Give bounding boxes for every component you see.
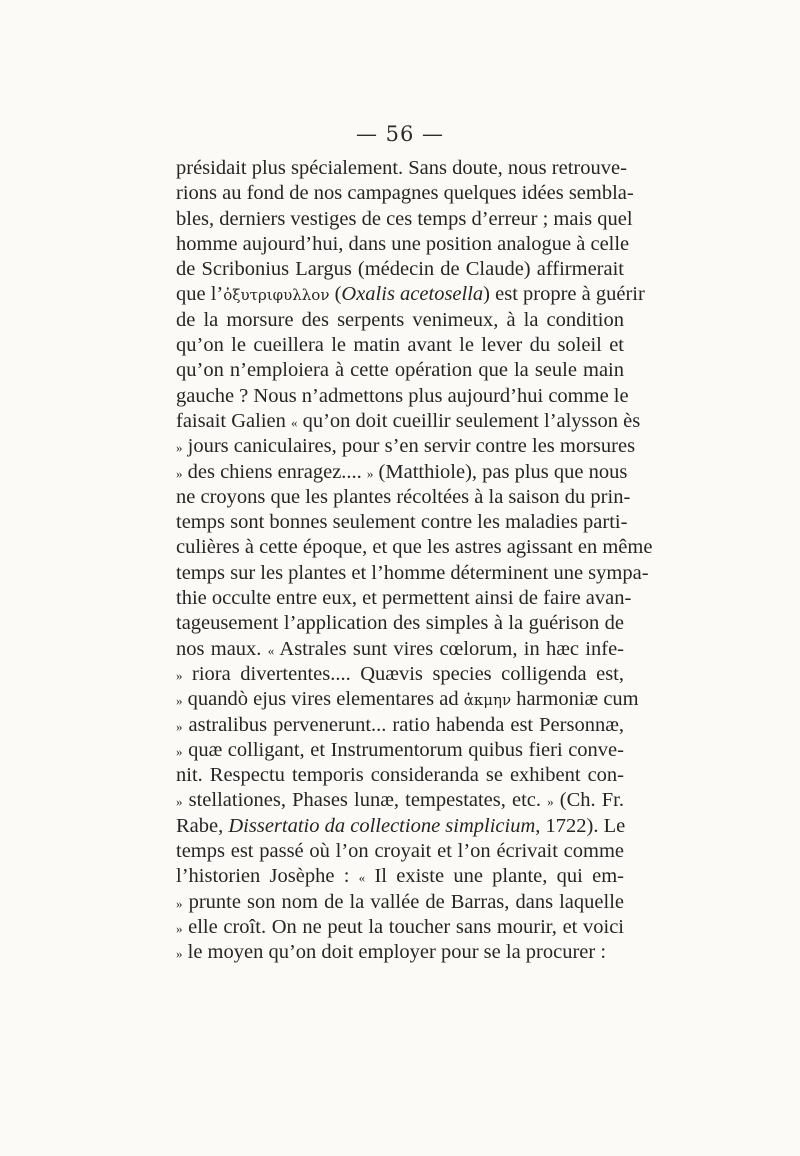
text-segment: nit. Respectu temporis consideranda se exhibent con-: [176, 764, 624, 787]
text-line: [176, 156, 627, 181]
greek-word: ὀξυτριφυλλον: [223, 286, 330, 305]
quote-mark: «: [290, 414, 298, 430]
text-segment: jours caniculaires, pour s’en servir contre les morsures: [182, 435, 636, 458]
quote-mark: »: [176, 667, 183, 683]
text-segment: qu’on doit cueillir seulement l’alysson ès: [297, 409, 641, 432]
text-line: [176, 535, 653, 560]
page-number: — 56 —: [355, 122, 445, 146]
greek-word: ἀκμην: [463, 691, 512, 710]
quote-mark: »: [176, 693, 183, 709]
quote-mark: »: [176, 946, 183, 962]
text-segment: thie occulte entre eux, et permettent ainsi de faire avan-: [176, 587, 632, 610]
text-segment: faisait Galien: [176, 409, 291, 432]
text-segment: le moyen qu’on doit employer pour se la procurer :: [182, 941, 607, 964]
quote-mark: »: [176, 794, 183, 810]
text-line: [176, 839, 624, 864]
text-line: [176, 358, 624, 383]
text-segment: homme aujourd’hui, dans une position analogue à celle: [176, 232, 630, 255]
text-segment: quæ colligant, et Instrumentorum quibus fieri conve-: [182, 738, 624, 761]
text-line: [176, 282, 645, 307]
quote-mark: »: [176, 920, 183, 936]
text-line: [176, 434, 636, 459]
quote-mark: «: [267, 642, 275, 658]
text-line: [176, 814, 624, 839]
text-segment: riora divertentes.... Quævis species colligenda est,: [182, 662, 624, 685]
text-segment: , 1722). Le: [535, 814, 626, 837]
quote-mark: »: [547, 794, 554, 810]
text-line: [176, 384, 629, 409]
text-line: [176, 915, 624, 940]
text-line: [176, 637, 624, 662]
body-text: [176, 156, 653, 966]
text-line: [176, 763, 624, 788]
text-line: [176, 232, 630, 257]
text-line: [176, 460, 628, 485]
text-segment: harmoniæ cum: [511, 688, 639, 711]
text-line: [176, 510, 628, 535]
text-segment: Il existe une plante, qui em-: [365, 865, 624, 888]
text-segment: ) est propre à guérir: [483, 283, 645, 306]
text-segment: bles, derniers vestiges de ces temps d’erreur ; mais quel: [176, 207, 633, 230]
text-line: [176, 890, 624, 915]
text-segment: de Scribonius Largus (médecin de Claude) affirmerait: [176, 258, 624, 281]
text-segment: qu’on n’emploiera à cette opération que la seule main: [176, 359, 624, 382]
text-segment: (Matthiole), pas plus que nous: [373, 460, 628, 483]
text-segment: nos maux.: [176, 637, 268, 660]
text-segment: prunte son nom de la vallée de Barras, dans laquelle: [182, 890, 624, 913]
text-segment: elle croît. On ne peut la toucher sans mourir, et voici: [182, 915, 624, 938]
text-segment: que l’: [176, 283, 224, 306]
text-segment: astralibus pervenerunt... ratio habenda est Personnæ,: [182, 713, 624, 736]
text-segment: temps sont bonnes seulement contre les maladies parti-: [176, 511, 628, 534]
text-line: [176, 207, 633, 232]
text-line: [176, 662, 624, 687]
text-line: [176, 257, 624, 282]
italic-text: Dissertatio da collectione simplicium: [228, 814, 536, 837]
text-line: [176, 940, 624, 965]
text-segment: tageusement l’application des simples à la guérison de: [176, 612, 624, 635]
text-line: [176, 561, 649, 586]
text-line: [176, 611, 624, 636]
text-line: [176, 687, 639, 712]
quote-mark: «: [358, 870, 366, 886]
italic-text: Oxalis acetosella: [341, 283, 484, 306]
text-line: [176, 788, 624, 813]
quote-mark: »: [176, 718, 183, 734]
text-segment: l’historien Josèphe :: [176, 865, 359, 888]
text-line: [176, 308, 624, 333]
quote-mark: »: [176, 440, 183, 456]
text-line: [176, 409, 641, 434]
text-line: [176, 864, 624, 889]
text-segment: rions au fond de nos campagnes quelques idées sembla-: [176, 182, 634, 205]
text-segment: temps est passé où l’on croyait et l’on écrivait comme: [176, 840, 624, 863]
text-segment: temps sur les plantes et l’homme déterminent une sympa-: [176, 561, 649, 584]
text-segment: gauche ? Nous n’admettons plus aujourd’hui comme le: [176, 384, 629, 407]
text-segment: (Ch. Fr.: [553, 789, 624, 812]
quote-mark: »: [176, 465, 183, 481]
quote-mark: »: [176, 895, 183, 911]
text-segment: présidait plus spécialement. Sans doute, nous retrouve-: [176, 157, 627, 179]
text-line: [176, 333, 624, 358]
text-segment: ne croyons que les plantes récoltées à la saison du prin-: [176, 485, 631, 508]
text-line: [176, 181, 634, 206]
text-segment: (: [329, 283, 342, 306]
text-segment: des chiens enragez....: [182, 460, 367, 483]
text-segment: stellationes, Phases lunæ, tempestates, etc.: [182, 789, 548, 812]
text-segment: qu’on le cueillera le matin avant le lever du soleil et: [176, 334, 624, 357]
text-line: [176, 485, 631, 510]
text-line: [176, 738, 624, 763]
text-segment: quandò ejus vires elementares ad: [182, 688, 464, 711]
text-segment: Astrales sunt vires cœlorum, in hæc infe-: [274, 637, 624, 660]
text-segment: culières à cette époque, et que les astres agissant en même: [176, 536, 653, 559]
text-segment: de la morsure des serpents venimeux, à la condition: [176, 308, 624, 331]
text-line: [176, 586, 632, 611]
quote-mark: »: [176, 743, 183, 759]
text-segment: Rabe,: [176, 814, 229, 837]
text-line: [176, 713, 624, 738]
quote-mark: »: [366, 465, 374, 481]
